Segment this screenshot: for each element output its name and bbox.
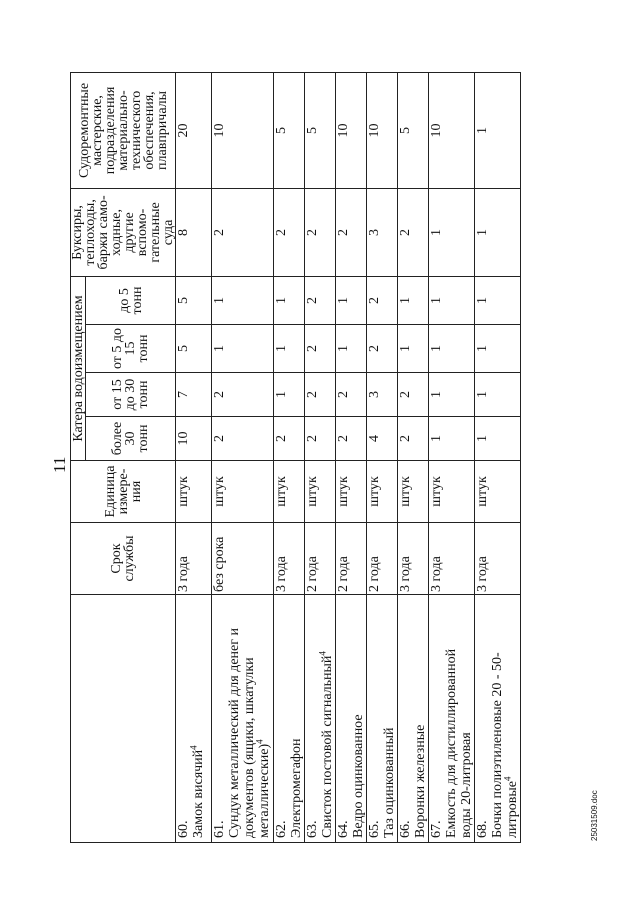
row-k4: 2	[367, 276, 398, 324]
row-k3: 1	[336, 325, 367, 373]
table-row	[475, 72, 521, 842]
row-unit: штук	[212, 461, 274, 523]
row-k3: 1	[274, 325, 305, 373]
row-yards: 5	[305, 72, 336, 188]
row-k2: 2	[305, 373, 336, 417]
row-number: 63.	[305, 820, 320, 838]
header-name	[71, 595, 176, 843]
row-k4: 1	[475, 276, 521, 324]
header-k4: до 5 тонн	[86, 276, 176, 324]
page-number: 11	[50, 456, 69, 473]
row-k2: 1	[429, 373, 475, 417]
row-yards: 5	[274, 72, 305, 188]
row-k2: 3	[367, 373, 398, 417]
row-k2: 1	[274, 373, 305, 417]
header-unit: Единица измере-ния	[71, 461, 176, 523]
row-tugs: 1	[429, 188, 475, 276]
row-k1: 2	[305, 417, 336, 461]
row-unit: штук	[274, 461, 305, 523]
row-k1: 2	[336, 417, 367, 461]
row-name: Свисток постовой сигнальный	[320, 655, 335, 838]
row-name: Замок висячий	[191, 749, 206, 838]
header-yards: Судоремонтные мастерские, подразделения материально-технического обеспечения, плавпричалы	[71, 72, 176, 188]
row-number: 67.	[429, 820, 444, 838]
header-tugs: Буксиры, теплоходы, баржи само-ходные, другие вспомо-гательные суда	[71, 188, 176, 276]
row-name: Электромегафон	[289, 738, 304, 838]
row-k3: 1	[398, 325, 429, 373]
row-name: Воронки железные	[413, 724, 428, 838]
row-k1: 2	[212, 417, 274, 461]
table-row	[176, 72, 212, 842]
row-tugs: 2	[305, 188, 336, 276]
row-k2: 1	[475, 373, 521, 417]
row-k3: 2	[367, 325, 398, 373]
row-k1: 10	[176, 417, 212, 461]
table-row	[274, 72, 305, 842]
row-srok: без срока	[212, 523, 274, 595]
row-k3: 1	[212, 325, 274, 373]
row-srok: 3 года	[429, 523, 475, 595]
row-number: 61.	[212, 820, 227, 838]
row-k4: 1	[212, 276, 274, 324]
row-tugs: 2	[336, 188, 367, 276]
header-katera: Катера водоизмещением	[71, 276, 86, 460]
row-k3: 1	[475, 325, 521, 373]
supplies-table	[70, 72, 521, 843]
row-unit: штук	[367, 461, 398, 523]
row-srok: 3 года	[176, 523, 212, 595]
row-k4: 1	[429, 276, 475, 324]
row-srok: 3 года	[398, 523, 429, 595]
table-row	[429, 72, 475, 842]
row-k4: 1	[336, 276, 367, 324]
row-number: 66.	[398, 820, 413, 838]
row-name: Таз оцинкованный	[382, 727, 397, 838]
row-k4: 1	[398, 276, 429, 324]
row-unit: штук	[429, 461, 475, 523]
doc-id: 25031509.doc	[590, 790, 599, 841]
footnote-mark: 4	[254, 739, 265, 744]
row-yards: 10	[212, 72, 274, 188]
row-tugs: 8	[176, 188, 212, 276]
row-unit: штук	[305, 461, 336, 523]
row-k2: 7	[176, 373, 212, 417]
table-row	[212, 72, 274, 842]
row-number: 68.	[475, 820, 490, 838]
row-k2: 2	[336, 373, 367, 417]
row-k4: 2	[305, 276, 336, 324]
row-k1: 4	[367, 417, 398, 461]
footnote-mark: 4	[188, 745, 199, 750]
row-srok: 3 года	[475, 523, 521, 595]
row-k4: 1	[274, 276, 305, 324]
row-name: Емкость для дистиллированной воды 20-литровая	[444, 648, 474, 838]
row-k4: 5	[176, 276, 212, 324]
row-tugs: 2	[398, 188, 429, 276]
footnote-mark: 4	[317, 651, 328, 656]
row-k3: 2	[305, 325, 336, 373]
row-name: Бочки полиэтиленовые 20 - 50-литровые	[490, 652, 520, 838]
row-tugs: 3	[367, 188, 398, 276]
row-k1: 1	[429, 417, 475, 461]
row-unit: штук	[336, 461, 367, 523]
table-row	[398, 72, 429, 842]
table-body	[176, 72, 521, 842]
header-srok: Срок службы	[71, 523, 176, 595]
row-srok: 3 года	[274, 523, 305, 595]
row-name: Ведро оцинкованное	[351, 714, 366, 838]
row-number: 65.	[367, 820, 382, 838]
row-number: 64.	[336, 820, 351, 838]
table-row	[336, 72, 367, 842]
footnote-mark: 4	[502, 776, 513, 781]
row-unit: штук	[475, 461, 521, 523]
row-number: 60.	[176, 820, 191, 838]
row-yards: 10	[336, 72, 367, 188]
row-unit: штук	[398, 461, 429, 523]
row-k1: 2	[398, 417, 429, 461]
row-k2: 2	[398, 373, 429, 417]
row-k2: 2	[212, 373, 274, 417]
row-k3: 5	[176, 325, 212, 373]
header-k3: от 5 до 15 тонн	[86, 325, 176, 373]
row-yards: 10	[367, 72, 398, 188]
row-k1: 1	[475, 417, 521, 461]
row-k3: 1	[429, 325, 475, 373]
table-row	[305, 72, 336, 842]
row-number: 62.	[274, 820, 289, 838]
row-srok: 2 года	[336, 523, 367, 595]
table-row	[367, 72, 398, 842]
row-name: Сундук металлический для денег и документов (ящики, шкатулки металлические)	[227, 628, 272, 838]
row-srok: 2 года	[367, 523, 398, 595]
row-unit: штук	[176, 461, 212, 523]
row-tugs: 2	[274, 188, 305, 276]
row-yards: 5	[398, 72, 429, 188]
header-k2: от 15 до 30 тонн	[86, 373, 176, 417]
row-yards: 1	[475, 72, 521, 188]
header-k1: более 30 тонн	[86, 417, 176, 461]
row-tugs: 1	[475, 188, 521, 276]
row-srok: 2 года	[305, 523, 336, 595]
row-yards: 20	[176, 72, 212, 188]
row-yards: 10	[429, 72, 475, 188]
row-k1: 2	[274, 417, 305, 461]
row-tugs: 2	[212, 188, 274, 276]
